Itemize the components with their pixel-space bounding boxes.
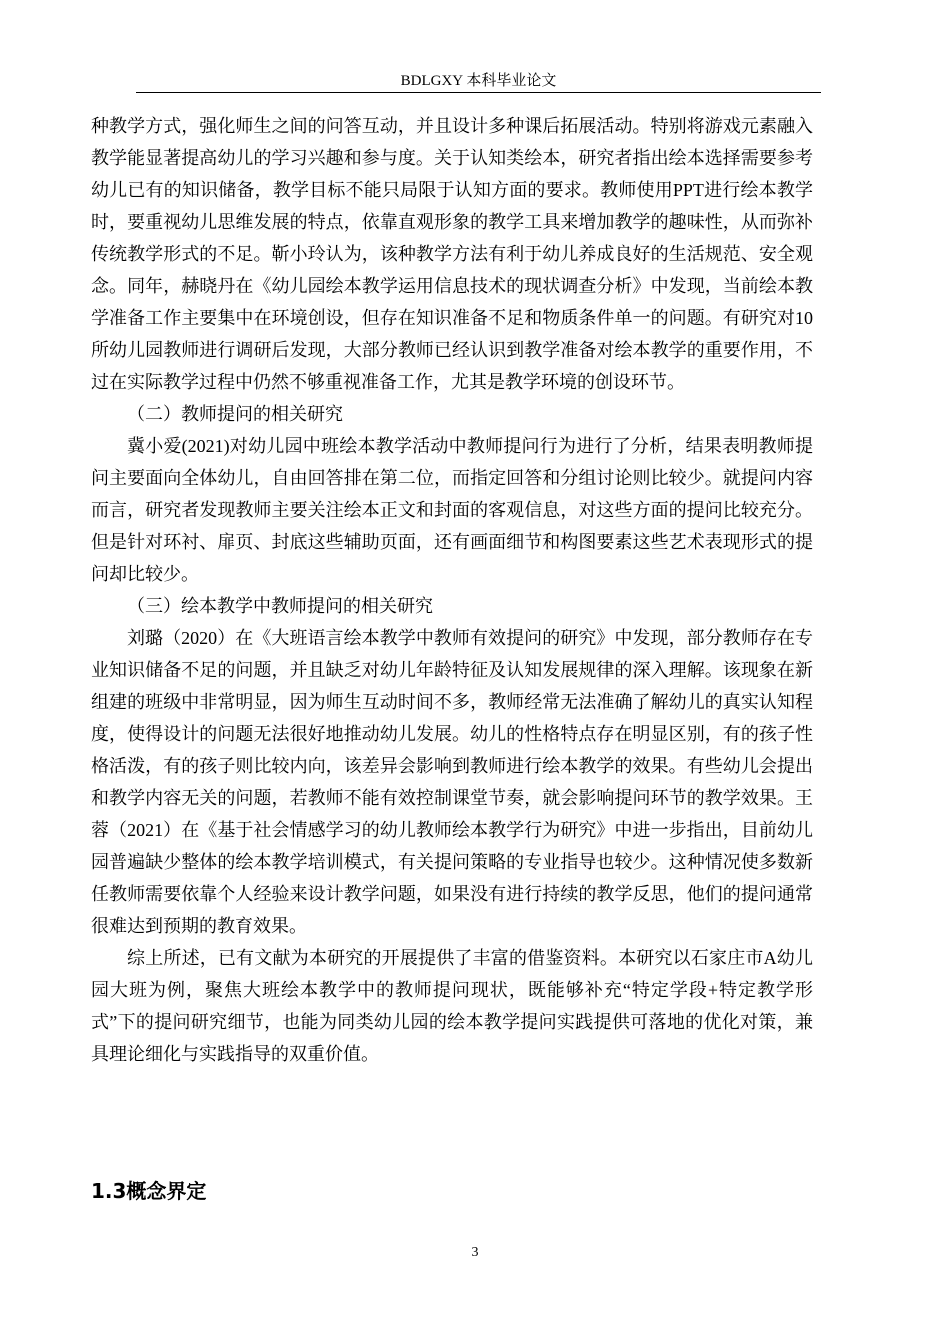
header-divider — [136, 92, 821, 93]
subheading-picture-book-questioning: （三）绘本教学中教师提问的相关研究 — [127, 596, 433, 616]
paragraph-picture-book-questioning: 刘璐（2020）在《大班语言绘本教学中教师有效提问的研究》中发现，部分教师存在专业知识储备不足的问题，并且缺乏对幼儿年龄特征及认知发展规律的深入理解。该现象在新组建的班级中非常明显，因为师生互动时间不多，教师经常无法准确了解幼儿的真实认知程度，使得设计的问题无法很好地推动幼儿发展。幼儿的性格特点存在明显区别，有的孩子性格活泼，有的孩子则比较内向，该差异会影响到教师进行绘本教学的效果。有些幼儿会提出和教学内容无关的问题，若教师不能有效控制课堂节奏，就会影响提问环节的教学效果。王蓉（2021）在《基于社会情感学习的幼儿教师绘本教学行为研究》中进一步指出，目前幼儿园普遍缺少整体的绘本教学培训模式，有关提问策略的专业指导也较少。这种情况使多数新任教师需要依靠个人经验来设计教学问题，如果没有进行持续的教学反思，他们的提问通常很难达到预期的教育效果。 — [91, 628, 813, 936]
paragraph-summary: 综上所述，已有文献为本研究的开展提供了丰富的借鉴资料。本研究以石家庄市A幼儿园大班为例，聚焦大班绘本教学中的教师提问现状，既能够补充“特定学段+特定教学形式”下的提问研究细节，也能为同类幼儿园的绘本教学提问实践提供可落地的优化对策，兼具理论细化与实践指导的双重价值。 — [91, 948, 813, 1064]
paragraph-teaching-methods: 种教学方式，强化师生之间的问答互动，并且设计多种课后拓展活动。特别将游戏元素融入教学能显著提高幼儿的学习兴趣和参与度。关于认知类绘本，研究者指出绘本选择需要参考幼儿已有的知识储备，教学目标不能只局限于认知方面的要求。教师使用PPT进行绘本教学时，要重视幼儿思维发展的特点，依靠直观形象的教学工具来增加教学的趣味性，从而弥补传统教学形式的不足。靳小玲认为，该种教学方法有利于幼儿养成良好的生活规范、安全观念。同年，赫晓丹在《幼儿园绘本教学运用信息技术的现状调查分析》中发现，当前绘本教学准备工作主要集中在环境创设，但存在知识准备不足和物质条件单一的问题。有研究对10所幼儿园教师进行调研后发现，大部分教师已经认识到教学准备对绘本教学的重要作用，不过在实际教学过程中仍然不够重视准备工作，尤其是教学环境的创设环节。 — [91, 116, 813, 392]
subheading-teacher-questioning: （二）教师提问的相关研究 — [127, 404, 343, 424]
running-header: BDLGXY 本科毕业论文 — [400, 73, 557, 89]
section-heading-concept-definition: 1.3概念界定 — [91, 1179, 207, 1203]
paragraph-questioning-research: 冀小爱(2021)对幼儿园中班绘本教学活动中教师提问行为进行了分析，结果表明教师提问主要面向全体幼儿，自由回答排在第二位，而指定回答和分组讨论则比较少。就提问内容而言，研究者发现教师主要关注绘本正文和封面的客观信息，对这些方面的提问比较充分。但是针对环衬、扉页、封底这些辅助页面，还有画面细节和构图要素这些艺术表现形式的提问却比较少。 — [91, 436, 813, 584]
document-body — [91, 110, 813, 1070]
page-number: 3 — [471, 1245, 479, 1260]
